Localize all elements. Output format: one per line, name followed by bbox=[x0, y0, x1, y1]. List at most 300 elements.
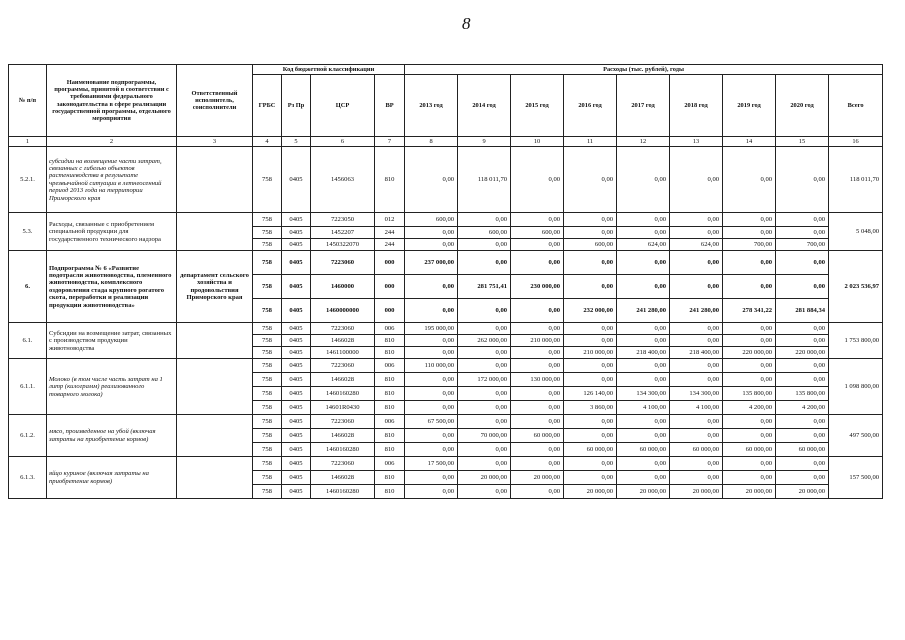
amount-cell: 0,00 bbox=[405, 401, 458, 415]
amount-cell: 118 011,70 bbox=[458, 147, 511, 213]
amount-cell: 0,00 bbox=[670, 373, 723, 387]
amount-cell: 0,00 bbox=[564, 429, 617, 443]
amount-cell: 0,00 bbox=[405, 485, 458, 499]
amount-cell: 0,00 bbox=[405, 239, 458, 251]
code-cell: 0405 bbox=[282, 239, 311, 251]
header-rzpr: Рз Пр bbox=[282, 75, 311, 137]
column-index-cell: 1 bbox=[9, 137, 47, 147]
amount-cell: 0,00 bbox=[776, 227, 829, 239]
amount-cell: 600,00 bbox=[458, 227, 511, 239]
amount-cell: 0,00 bbox=[617, 147, 670, 213]
row-number: 5.2.1. bbox=[9, 147, 47, 213]
total-cell: 2 023 536,97 bbox=[829, 251, 883, 323]
code-cell: 0405 bbox=[282, 299, 311, 323]
amount-cell: 20 000,00 bbox=[670, 485, 723, 499]
amount-cell: 60 000,00 bbox=[723, 443, 776, 457]
code-cell: 0405 bbox=[282, 415, 311, 429]
amount-cell: 0,00 bbox=[458, 299, 511, 323]
code-cell: 1460160280 bbox=[311, 387, 375, 401]
amount-cell: 0,00 bbox=[458, 457, 511, 471]
code-cell: 000 bbox=[375, 299, 405, 323]
amount-cell: 0,00 bbox=[617, 429, 670, 443]
amount-cell: 0,00 bbox=[723, 373, 776, 387]
code-cell: 006 bbox=[375, 323, 405, 335]
code-cell: 000 bbox=[375, 251, 405, 275]
amount-cell: 0,00 bbox=[564, 457, 617, 471]
amount-cell: 0,00 bbox=[670, 227, 723, 239]
amount-cell: 0,00 bbox=[723, 471, 776, 485]
code-cell: 012 bbox=[375, 213, 405, 227]
responsible-executor bbox=[177, 323, 253, 359]
code-cell: 0405 bbox=[282, 373, 311, 387]
column-index-cell: 3 bbox=[177, 137, 253, 147]
amount-cell: 70 000,00 bbox=[458, 429, 511, 443]
page-number: 8 bbox=[462, 14, 471, 33]
amount-cell: 0,00 bbox=[776, 323, 829, 335]
amount-cell: 237 000,00 bbox=[405, 251, 458, 275]
amount-cell: 172 000,00 bbox=[458, 373, 511, 387]
table-row bbox=[9, 251, 883, 275]
amount-cell: 0,00 bbox=[405, 373, 458, 387]
table-row bbox=[9, 213, 883, 227]
amount-cell: 0,00 bbox=[670, 275, 723, 299]
amount-cell: 0,00 bbox=[405, 471, 458, 485]
header-grbs: ГРБС bbox=[253, 75, 282, 137]
amount-cell: 0,00 bbox=[617, 457, 670, 471]
responsible-executor bbox=[177, 147, 253, 213]
code-cell: 0405 bbox=[282, 485, 311, 499]
amount-cell: 0,00 bbox=[564, 359, 617, 373]
amount-cell: 0,00 bbox=[617, 227, 670, 239]
code-cell: 810 bbox=[375, 443, 405, 457]
code-cell: 810 bbox=[375, 373, 405, 387]
amount-cell: 20 000,00 bbox=[458, 471, 511, 485]
amount-cell: 0,00 bbox=[564, 471, 617, 485]
amount-cell: 218 400,00 bbox=[617, 347, 670, 359]
table-row bbox=[9, 457, 883, 471]
header-2015: 2015 год bbox=[511, 75, 564, 137]
amount-cell: 241 280,00 bbox=[670, 299, 723, 323]
amount-cell: 110 000,00 bbox=[405, 359, 458, 373]
amount-cell: 0,00 bbox=[564, 335, 617, 347]
amount-cell: 0,00 bbox=[776, 415, 829, 429]
code-cell: 0405 bbox=[282, 471, 311, 485]
amount-cell: 0,00 bbox=[405, 227, 458, 239]
code-cell: 000 bbox=[375, 275, 405, 299]
code-cell: 1460160280 bbox=[311, 443, 375, 457]
amount-cell: 0,00 bbox=[670, 323, 723, 335]
code-cell: 1460160280 bbox=[311, 485, 375, 499]
column-index-cell: 16 bbox=[829, 137, 883, 147]
code-cell: 0405 bbox=[282, 275, 311, 299]
total-cell: 497 500,00 bbox=[829, 415, 883, 457]
header-2017: 2017 год bbox=[617, 75, 670, 137]
amount-cell: 210 000,00 bbox=[564, 347, 617, 359]
row-number: 6. bbox=[9, 251, 47, 323]
code-cell: 810 bbox=[375, 147, 405, 213]
amount-cell: 0,00 bbox=[617, 251, 670, 275]
item-name: Подпрограмма № 6 «Развитие подотрасли животноводства, племенного животноводства, комплексного оздоровления стада крупного рогатого скота, переработки и реализации продукции животноводства» bbox=[47, 251, 177, 323]
item-name: Расходы, связанные с приобретением специальной продукции для государственного технического надзора bbox=[47, 213, 177, 251]
column-index-cell: 13 bbox=[670, 137, 723, 147]
amount-cell: 0,00 bbox=[405, 299, 458, 323]
code-cell: 1466028 bbox=[311, 373, 375, 387]
code-cell: 1466028 bbox=[311, 471, 375, 485]
header-2020: 2020 год bbox=[776, 75, 829, 137]
item-name: яйцо куриное (включая затраты на приобретение кормов) bbox=[47, 457, 177, 499]
amount-cell: 624,00 bbox=[670, 239, 723, 251]
amount-cell: 0,00 bbox=[564, 213, 617, 227]
code-cell: 810 bbox=[375, 401, 405, 415]
column-index-cell: 5 bbox=[282, 137, 311, 147]
code-cell: 758 bbox=[253, 147, 282, 213]
code-cell: 0405 bbox=[282, 457, 311, 471]
header-name: Наименование подпрограммы, программы, принятой в соответствии с требованиями федерального законодательства в сфере реализации государственной программы, отдельного мероприятия bbox=[47, 65, 177, 137]
code-cell: 14601R0430 bbox=[311, 401, 375, 415]
column-index-cell: 6 bbox=[311, 137, 375, 147]
amount-cell: 0,00 bbox=[670, 471, 723, 485]
code-cell: 0405 bbox=[282, 251, 311, 275]
amount-cell: 0,00 bbox=[776, 457, 829, 471]
amount-cell: 0,00 bbox=[776, 275, 829, 299]
amount-cell: 281 751,41 bbox=[458, 275, 511, 299]
amount-cell: 600,00 bbox=[564, 239, 617, 251]
amount-cell: 0,00 bbox=[405, 347, 458, 359]
code-cell: 758 bbox=[253, 275, 282, 299]
amount-cell: 0,00 bbox=[564, 275, 617, 299]
code-cell: 006 bbox=[375, 457, 405, 471]
amount-cell: 0,00 bbox=[670, 415, 723, 429]
amount-cell: 0,00 bbox=[723, 275, 776, 299]
code-cell: 7223060 bbox=[311, 251, 375, 275]
responsible-executor bbox=[177, 415, 253, 457]
code-cell: 810 bbox=[375, 335, 405, 347]
amount-cell: 0,00 bbox=[405, 275, 458, 299]
code-cell: 0405 bbox=[282, 147, 311, 213]
amount-cell: 0,00 bbox=[511, 147, 564, 213]
amount-cell: 20 000,00 bbox=[723, 485, 776, 499]
table-body bbox=[9, 147, 883, 499]
amount-cell: 0,00 bbox=[405, 429, 458, 443]
amount-cell: 0,00 bbox=[458, 347, 511, 359]
amount-cell: 0,00 bbox=[511, 485, 564, 499]
amount-cell: 3 860,00 bbox=[564, 401, 617, 415]
code-cell: 0405 bbox=[282, 359, 311, 373]
amount-cell: 60 000,00 bbox=[670, 443, 723, 457]
code-cell: 1466028 bbox=[311, 429, 375, 443]
column-index-cell: 10 bbox=[511, 137, 564, 147]
amount-cell: 210 000,00 bbox=[511, 335, 564, 347]
code-cell: 006 bbox=[375, 359, 405, 373]
amount-cell: 0,00 bbox=[617, 275, 670, 299]
amount-cell: 0,00 bbox=[564, 227, 617, 239]
code-cell: 1461100000 bbox=[311, 347, 375, 359]
header-responsible: Ответственный исполнитель, соисполнители bbox=[177, 65, 253, 137]
column-index-cell: 7 bbox=[375, 137, 405, 147]
code-cell: 244 bbox=[375, 239, 405, 251]
item-name: субсидии на возмещение части затрат, связанных с гибелью объектов растениеводства в результате чрезвычайной ситуации в летнеосенний период 2013 года на территории Приморского края bbox=[47, 147, 177, 213]
amount-cell: 0,00 bbox=[405, 147, 458, 213]
amount-cell: 0,00 bbox=[511, 359, 564, 373]
code-cell: 758 bbox=[253, 347, 282, 359]
column-index-cell: 14 bbox=[723, 137, 776, 147]
header-total: Всего bbox=[829, 75, 883, 137]
amount-cell: 241 280,00 bbox=[617, 299, 670, 323]
amount-cell: 0,00 bbox=[511, 323, 564, 335]
header-no: № п/п bbox=[9, 65, 47, 137]
amount-cell: 0,00 bbox=[511, 251, 564, 275]
amount-cell: 700,00 bbox=[723, 239, 776, 251]
amount-cell: 0,00 bbox=[723, 359, 776, 373]
amount-cell: 230 000,00 bbox=[511, 275, 564, 299]
amount-cell: 220 000,00 bbox=[723, 347, 776, 359]
amount-cell: 0,00 bbox=[564, 147, 617, 213]
amount-cell: 624,00 bbox=[617, 239, 670, 251]
code-cell: 758 bbox=[253, 359, 282, 373]
amount-cell: 0,00 bbox=[617, 335, 670, 347]
code-cell: 0405 bbox=[282, 347, 311, 359]
table-row bbox=[9, 323, 883, 335]
responsible-executor: департамент сельского хозяйства и продовольствия Приморского края bbox=[177, 251, 253, 323]
amount-cell: 20 000,00 bbox=[511, 471, 564, 485]
amount-cell: 20 000,00 bbox=[564, 485, 617, 499]
code-cell: 7223060 bbox=[311, 323, 375, 335]
amount-cell: 0,00 bbox=[670, 457, 723, 471]
total-cell: 118 011,70 bbox=[829, 147, 883, 213]
amount-cell: 4 100,00 bbox=[670, 401, 723, 415]
amount-cell: 0,00 bbox=[511, 213, 564, 227]
code-cell: 758 bbox=[253, 471, 282, 485]
table-row bbox=[9, 359, 883, 373]
amount-cell: 60 000,00 bbox=[564, 443, 617, 457]
code-cell: 0405 bbox=[282, 227, 311, 239]
amount-cell: 0,00 bbox=[776, 373, 829, 387]
code-cell: 1466028 bbox=[311, 335, 375, 347]
code-cell: 758 bbox=[253, 443, 282, 457]
amount-cell: 0,00 bbox=[670, 147, 723, 213]
amount-cell: 0,00 bbox=[723, 227, 776, 239]
code-cell: 758 bbox=[253, 457, 282, 471]
header-kbk: Код бюджетной классификации bbox=[253, 65, 405, 75]
code-cell: 810 bbox=[375, 429, 405, 443]
code-cell: 758 bbox=[253, 323, 282, 335]
code-cell: 0405 bbox=[282, 401, 311, 415]
code-cell: 758 bbox=[253, 299, 282, 323]
total-cell: 5 048,00 bbox=[829, 213, 883, 251]
responsible-executor bbox=[177, 457, 253, 499]
amount-cell: 20 000,00 bbox=[617, 485, 670, 499]
amount-cell: 60 000,00 bbox=[511, 429, 564, 443]
header-2016: 2016 год bbox=[564, 75, 617, 137]
amount-cell: 0,00 bbox=[670, 251, 723, 275]
code-cell: 0405 bbox=[282, 335, 311, 347]
item-name: мясо, произведенное на убой (включая затраты на приобретение кормов) bbox=[47, 415, 177, 457]
amount-cell: 278 341,22 bbox=[723, 299, 776, 323]
amount-cell: 0,00 bbox=[776, 359, 829, 373]
amount-cell: 0,00 bbox=[458, 213, 511, 227]
code-cell: 758 bbox=[253, 373, 282, 387]
amount-cell: 218 400,00 bbox=[670, 347, 723, 359]
amount-cell: 0,00 bbox=[511, 457, 564, 471]
column-index-row bbox=[9, 137, 883, 147]
amount-cell: 0,00 bbox=[405, 335, 458, 347]
column-index-cell: 8 bbox=[405, 137, 458, 147]
total-cell: 1 098 800,00 bbox=[829, 359, 883, 415]
code-cell: 0405 bbox=[282, 387, 311, 401]
amount-cell: 232 000,00 bbox=[564, 299, 617, 323]
header-2013: 2013 год bbox=[405, 75, 458, 137]
row-number: 6.1. bbox=[9, 323, 47, 359]
amount-cell: 0,00 bbox=[511, 415, 564, 429]
amount-cell: 195 000,00 bbox=[405, 323, 458, 335]
header-csr: ЦСР bbox=[311, 75, 375, 137]
amount-cell: 0,00 bbox=[564, 323, 617, 335]
amount-cell: 0,00 bbox=[617, 323, 670, 335]
code-cell: 758 bbox=[253, 239, 282, 251]
amount-cell: 135 800,00 bbox=[723, 387, 776, 401]
code-cell: 810 bbox=[375, 471, 405, 485]
amount-cell: 0,00 bbox=[511, 387, 564, 401]
code-cell: 758 bbox=[253, 387, 282, 401]
amount-cell: 0,00 bbox=[458, 415, 511, 429]
amount-cell: 0,00 bbox=[617, 471, 670, 485]
amount-cell: 17 500,00 bbox=[405, 457, 458, 471]
code-cell: 244 bbox=[375, 227, 405, 239]
code-cell: 758 bbox=[253, 415, 282, 429]
code-cell: 0405 bbox=[282, 213, 311, 227]
header-expenses: Расходы (тыс. рублей), годы bbox=[405, 65, 883, 75]
amount-cell: 0,00 bbox=[458, 323, 511, 335]
row-number: 6.1.2. bbox=[9, 415, 47, 457]
column-index-cell: 2 bbox=[47, 137, 177, 147]
amount-cell: 0,00 bbox=[458, 239, 511, 251]
amount-cell: 0,00 bbox=[458, 401, 511, 415]
amount-cell: 0,00 bbox=[564, 373, 617, 387]
header-2018: 2018 год bbox=[670, 75, 723, 137]
amount-cell: 0,00 bbox=[723, 323, 776, 335]
row-number: 6.1.3. bbox=[9, 457, 47, 499]
amount-cell: 600,00 bbox=[405, 213, 458, 227]
amount-cell: 0,00 bbox=[776, 335, 829, 347]
code-cell: 810 bbox=[375, 387, 405, 401]
code-cell: 810 bbox=[375, 485, 405, 499]
code-cell: 0405 bbox=[282, 429, 311, 443]
amount-cell: 0,00 bbox=[723, 415, 776, 429]
table-row bbox=[9, 147, 883, 213]
amount-cell: 0,00 bbox=[723, 335, 776, 347]
code-cell: 758 bbox=[253, 213, 282, 227]
amount-cell: 0,00 bbox=[723, 251, 776, 275]
code-cell: 0405 bbox=[282, 443, 311, 457]
amount-cell: 0,00 bbox=[776, 251, 829, 275]
amount-cell: 134 300,00 bbox=[617, 387, 670, 401]
code-cell: 1452207 bbox=[311, 227, 375, 239]
header-vr: ВР bbox=[375, 75, 405, 137]
amount-cell: 60 000,00 bbox=[776, 443, 829, 457]
amount-cell: 0,00 bbox=[511, 299, 564, 323]
code-cell: 1460000000 bbox=[311, 299, 375, 323]
amount-cell: 0,00 bbox=[405, 387, 458, 401]
amount-cell: 4 100,00 bbox=[617, 401, 670, 415]
column-index-cell: 9 bbox=[458, 137, 511, 147]
column-index-cell: 15 bbox=[776, 137, 829, 147]
amount-cell: 0,00 bbox=[723, 213, 776, 227]
column-index-cell: 12 bbox=[617, 137, 670, 147]
amount-cell: 220 000,00 bbox=[776, 347, 829, 359]
code-cell: 810 bbox=[375, 347, 405, 359]
amount-cell: 0,00 bbox=[511, 239, 564, 251]
amount-cell: 0,00 bbox=[723, 429, 776, 443]
amount-cell: 130 000,00 bbox=[511, 373, 564, 387]
amount-cell: 0,00 bbox=[564, 415, 617, 429]
code-cell: 0405 bbox=[282, 323, 311, 335]
amount-cell: 0,00 bbox=[564, 251, 617, 275]
amount-cell: 0,00 bbox=[458, 387, 511, 401]
total-cell: 1 753 800,00 bbox=[829, 323, 883, 359]
responsible-executor bbox=[177, 359, 253, 415]
item-name: Молоко (в том числе часть затрат на 1 литр (килограмм) реализованного товарного молока) bbox=[47, 359, 177, 415]
code-cell: 7223060 bbox=[311, 359, 375, 373]
amount-cell: 134 300,00 bbox=[670, 387, 723, 401]
responsible-executor bbox=[177, 213, 253, 251]
amount-cell: 0,00 bbox=[511, 347, 564, 359]
code-cell: 758 bbox=[253, 227, 282, 239]
code-cell: 7223050 bbox=[311, 213, 375, 227]
amount-cell: 135 800,00 bbox=[776, 387, 829, 401]
header-2014: 2014 год bbox=[458, 75, 511, 137]
amount-cell: 0,00 bbox=[617, 359, 670, 373]
amount-cell: 0,00 bbox=[776, 429, 829, 443]
amount-cell: 0,00 bbox=[670, 429, 723, 443]
amount-cell: 0,00 bbox=[458, 443, 511, 457]
amount-cell: 126 140,00 bbox=[564, 387, 617, 401]
code-cell: 758 bbox=[253, 485, 282, 499]
amount-cell: 0,00 bbox=[511, 401, 564, 415]
amount-cell: 0,00 bbox=[458, 485, 511, 499]
amount-cell: 0,00 bbox=[776, 147, 829, 213]
code-cell: 1450322070 bbox=[311, 239, 375, 251]
amount-cell: 0,00 bbox=[617, 373, 670, 387]
amount-cell: 0,00 bbox=[458, 359, 511, 373]
amount-cell: 0,00 bbox=[670, 213, 723, 227]
column-index-cell: 11 bbox=[564, 137, 617, 147]
row-number: 6.1.1. bbox=[9, 359, 47, 415]
amount-cell: 60 000,00 bbox=[617, 443, 670, 457]
header-2019: 2019 год bbox=[723, 75, 776, 137]
amount-cell: 0,00 bbox=[723, 457, 776, 471]
amount-cell: 4 200,00 bbox=[723, 401, 776, 415]
budget-table bbox=[8, 64, 883, 499]
amount-cell: 0,00 bbox=[776, 213, 829, 227]
amount-cell: 700,00 bbox=[776, 239, 829, 251]
amount-cell: 0,00 bbox=[776, 471, 829, 485]
code-cell: 7223060 bbox=[311, 457, 375, 471]
code-cell: 758 bbox=[253, 251, 282, 275]
code-cell: 006 bbox=[375, 415, 405, 429]
amount-cell: 0,00 bbox=[670, 335, 723, 347]
amount-cell: 0,00 bbox=[723, 147, 776, 213]
amount-cell: 0,00 bbox=[458, 251, 511, 275]
row-number: 5.3. bbox=[9, 213, 47, 251]
amount-cell: 4 200,00 bbox=[776, 401, 829, 415]
amount-cell: 0,00 bbox=[511, 443, 564, 457]
code-cell: 1456063 bbox=[311, 147, 375, 213]
amount-cell: 262 000,00 bbox=[458, 335, 511, 347]
amount-cell: 0,00 bbox=[617, 213, 670, 227]
amount-cell: 281 884,34 bbox=[776, 299, 829, 323]
code-cell: 7223060 bbox=[311, 415, 375, 429]
code-cell: 758 bbox=[253, 429, 282, 443]
